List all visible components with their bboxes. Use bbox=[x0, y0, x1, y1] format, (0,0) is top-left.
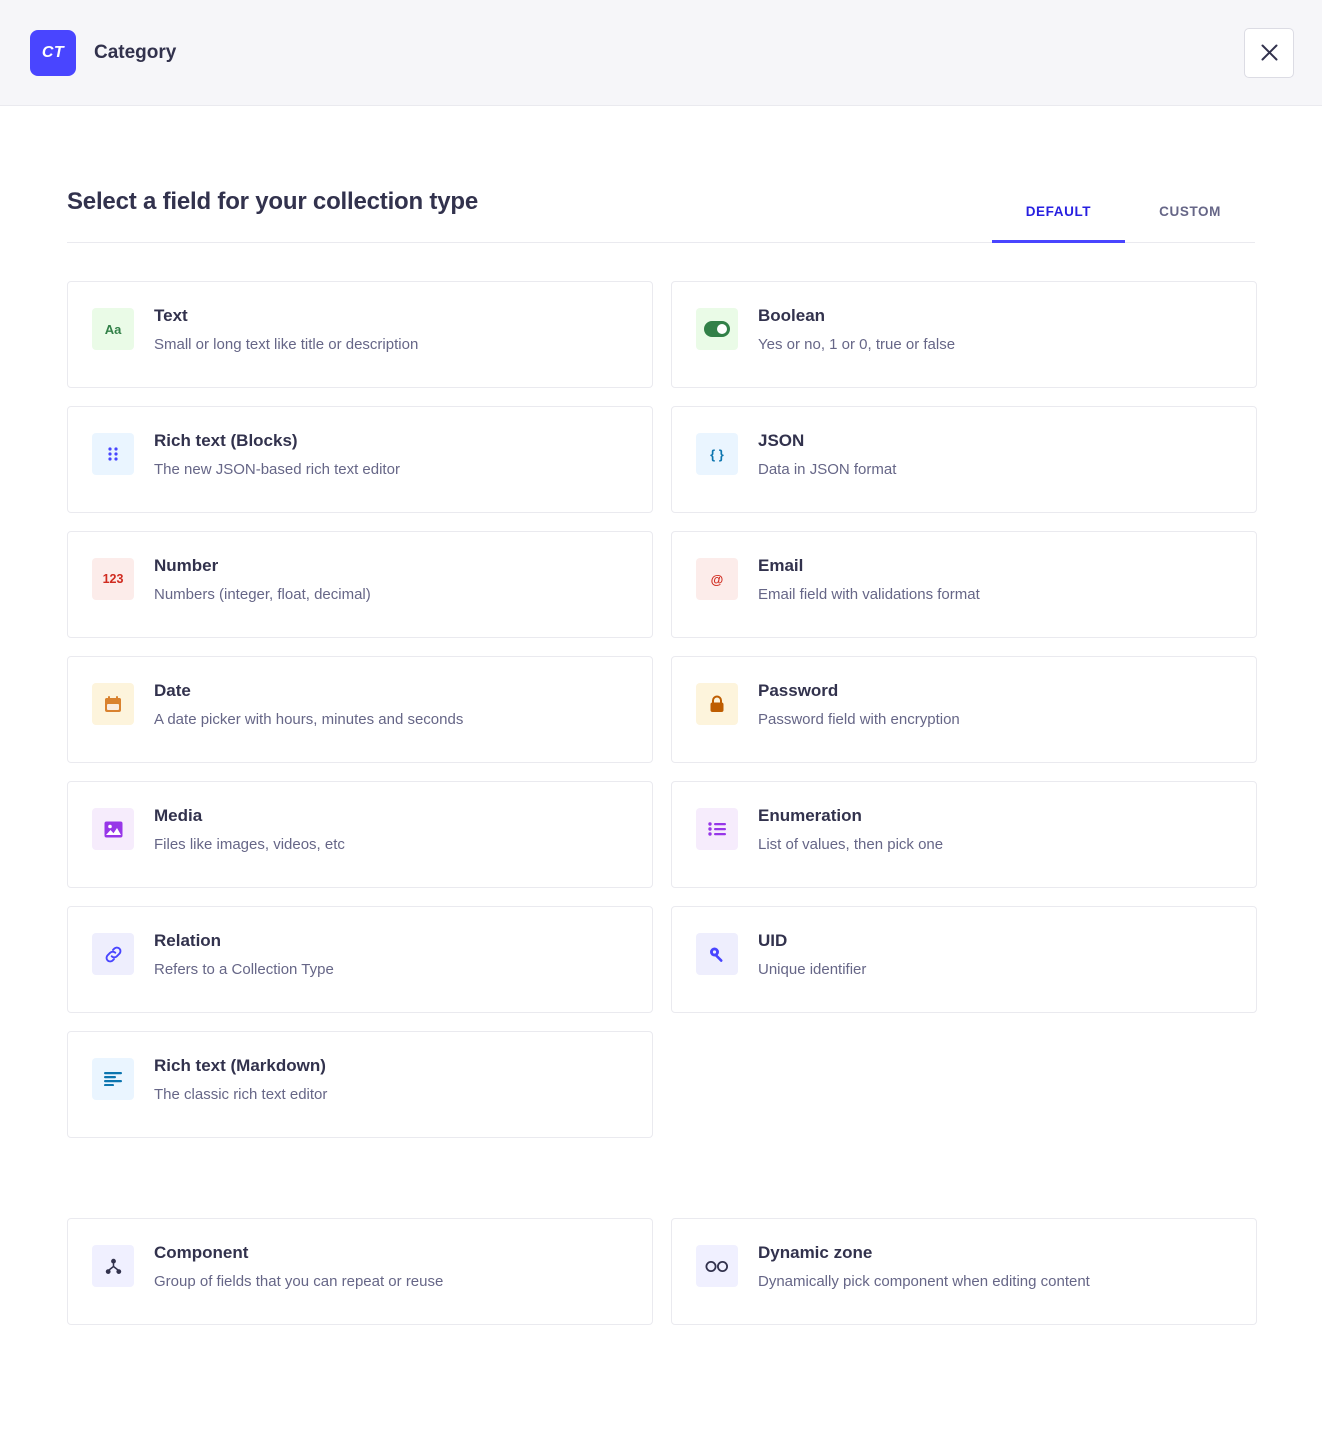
key-icon bbox=[696, 933, 738, 975]
field-category-tabs bbox=[992, 204, 1255, 242]
tab-default[interactable]: DEFAULT bbox=[992, 204, 1125, 243]
field-card-text bbox=[154, 429, 400, 481]
field-card-description: Email field with validations format bbox=[758, 586, 980, 604]
field-card-title: UID bbox=[758, 931, 788, 950]
field-card-text bbox=[758, 304, 955, 356]
field-card-text bbox=[154, 554, 371, 606]
field-card-title: Text bbox=[154, 306, 188, 325]
field-card-title: JSON bbox=[758, 431, 805, 450]
default-fields-grid bbox=[67, 281, 1255, 1138]
field-card-title: Rich text (Markdown) bbox=[154, 1056, 326, 1075]
close-icon bbox=[1261, 44, 1278, 61]
at-sign-icon bbox=[696, 558, 738, 600]
field-card-title: Number bbox=[154, 556, 219, 575]
field-card-description: Password field with encryption bbox=[758, 711, 960, 729]
component-nodes-icon bbox=[92, 1245, 134, 1287]
field-card-json[interactable] bbox=[671, 406, 1257, 513]
icon-glyph: 123 bbox=[102, 571, 124, 586]
field-card-text bbox=[154, 679, 463, 731]
field-card-text bbox=[154, 1241, 443, 1293]
field-card-title: Date bbox=[154, 681, 191, 700]
field-card-title: Rich text (Blocks) bbox=[154, 431, 298, 450]
advanced-fields-grid bbox=[67, 1218, 1255, 1325]
field-card-relation[interactable] bbox=[67, 906, 653, 1013]
section-title: Select a field for your collection type bbox=[67, 188, 478, 215]
field-card-description: Yes or no, 1 or 0, true or false bbox=[758, 336, 956, 354]
field-card-title: Enumeration bbox=[758, 806, 862, 825]
field-card-text[interactable] bbox=[67, 281, 653, 388]
page-title: Category bbox=[94, 41, 177, 63]
field-card-title: Boolean bbox=[758, 306, 826, 325]
field-card-title: Email bbox=[758, 556, 804, 575]
field-card-title: Media bbox=[154, 806, 203, 825]
field-card-description: Numbers (integer, float, decimal) bbox=[154, 586, 371, 604]
field-card-description: The new JSON-based rich text editor bbox=[154, 461, 400, 479]
field-card-text bbox=[758, 679, 960, 731]
field-card-text bbox=[154, 929, 334, 981]
field-card-text bbox=[154, 1054, 327, 1106]
link-icon bbox=[92, 933, 134, 975]
blocks-dots-icon bbox=[92, 433, 134, 475]
field-card-title: Password bbox=[758, 681, 839, 700]
list-icon bbox=[696, 808, 738, 850]
field-card-description: Files like images, videos, etc bbox=[154, 836, 345, 854]
field-card-boolean[interactable] bbox=[671, 281, 1257, 388]
modal-content bbox=[0, 106, 1322, 1385]
field-card-text bbox=[758, 929, 866, 981]
field-card-uid[interactable] bbox=[671, 906, 1257, 1013]
lock-icon bbox=[696, 683, 738, 725]
field-card-title: Component bbox=[154, 1243, 249, 1262]
field-card-description: Refers to a Collection Type bbox=[154, 961, 334, 979]
text-aa-icon bbox=[92, 308, 134, 350]
field-card-rich-text-markdown[interactable] bbox=[67, 1031, 653, 1138]
text-align-icon bbox=[92, 1058, 134, 1100]
field-card-dynamic-zone[interactable] bbox=[671, 1218, 1257, 1325]
number-123-icon bbox=[92, 558, 134, 600]
icon-glyph: Aa bbox=[104, 321, 122, 337]
close-button[interactable] bbox=[1244, 28, 1294, 78]
calendar-icon bbox=[92, 683, 134, 725]
image-icon bbox=[92, 808, 134, 850]
field-card-description: Dynamically pick component when editing content bbox=[758, 1273, 1090, 1291]
field-card-description: The classic rich text editor bbox=[154, 1086, 328, 1104]
header-left bbox=[30, 30, 176, 76]
field-card-description: Data in JSON format bbox=[758, 461, 897, 479]
field-card-text bbox=[154, 304, 418, 356]
icon-glyph: { } bbox=[710, 446, 724, 462]
field-card-rich-text-blocks[interactable] bbox=[67, 406, 653, 513]
tab-custom[interactable]: CUSTOM bbox=[1159, 204, 1221, 219]
modal-header bbox=[0, 0, 1322, 106]
toggle-icon bbox=[696, 308, 738, 350]
braces-icon bbox=[696, 433, 738, 475]
field-card-title: Relation bbox=[154, 931, 222, 950]
field-card-text bbox=[154, 804, 345, 856]
field-card-email[interactable] bbox=[671, 531, 1257, 638]
field-card-date[interactable] bbox=[67, 656, 653, 763]
field-card-description: Group of fields that you can repeat or reuse bbox=[154, 1273, 444, 1291]
field-card-text bbox=[758, 804, 943, 856]
field-card-media[interactable] bbox=[67, 781, 653, 888]
title-row bbox=[67, 188, 1255, 243]
field-card-text bbox=[758, 429, 896, 481]
field-card-title: Dynamic zone bbox=[758, 1243, 873, 1262]
field-card-enumeration[interactable] bbox=[671, 781, 1257, 888]
field-card-number[interactable] bbox=[67, 531, 653, 638]
field-card-component[interactable] bbox=[67, 1218, 653, 1325]
field-card-description: List of values, then pick one bbox=[758, 836, 944, 854]
field-card-description: Small or long text like title or description bbox=[154, 336, 419, 354]
icon-glyph: @ bbox=[710, 571, 724, 587]
field-card-password[interactable] bbox=[671, 656, 1257, 763]
field-card-text bbox=[758, 1241, 1090, 1293]
field-card-description: A date picker with hours, minutes and seconds bbox=[154, 711, 464, 729]
infinity-icon bbox=[696, 1245, 738, 1287]
field-card-text bbox=[758, 554, 980, 606]
collection-type-badge: CT bbox=[30, 30, 76, 76]
field-card-description: Unique identifier bbox=[758, 961, 867, 979]
